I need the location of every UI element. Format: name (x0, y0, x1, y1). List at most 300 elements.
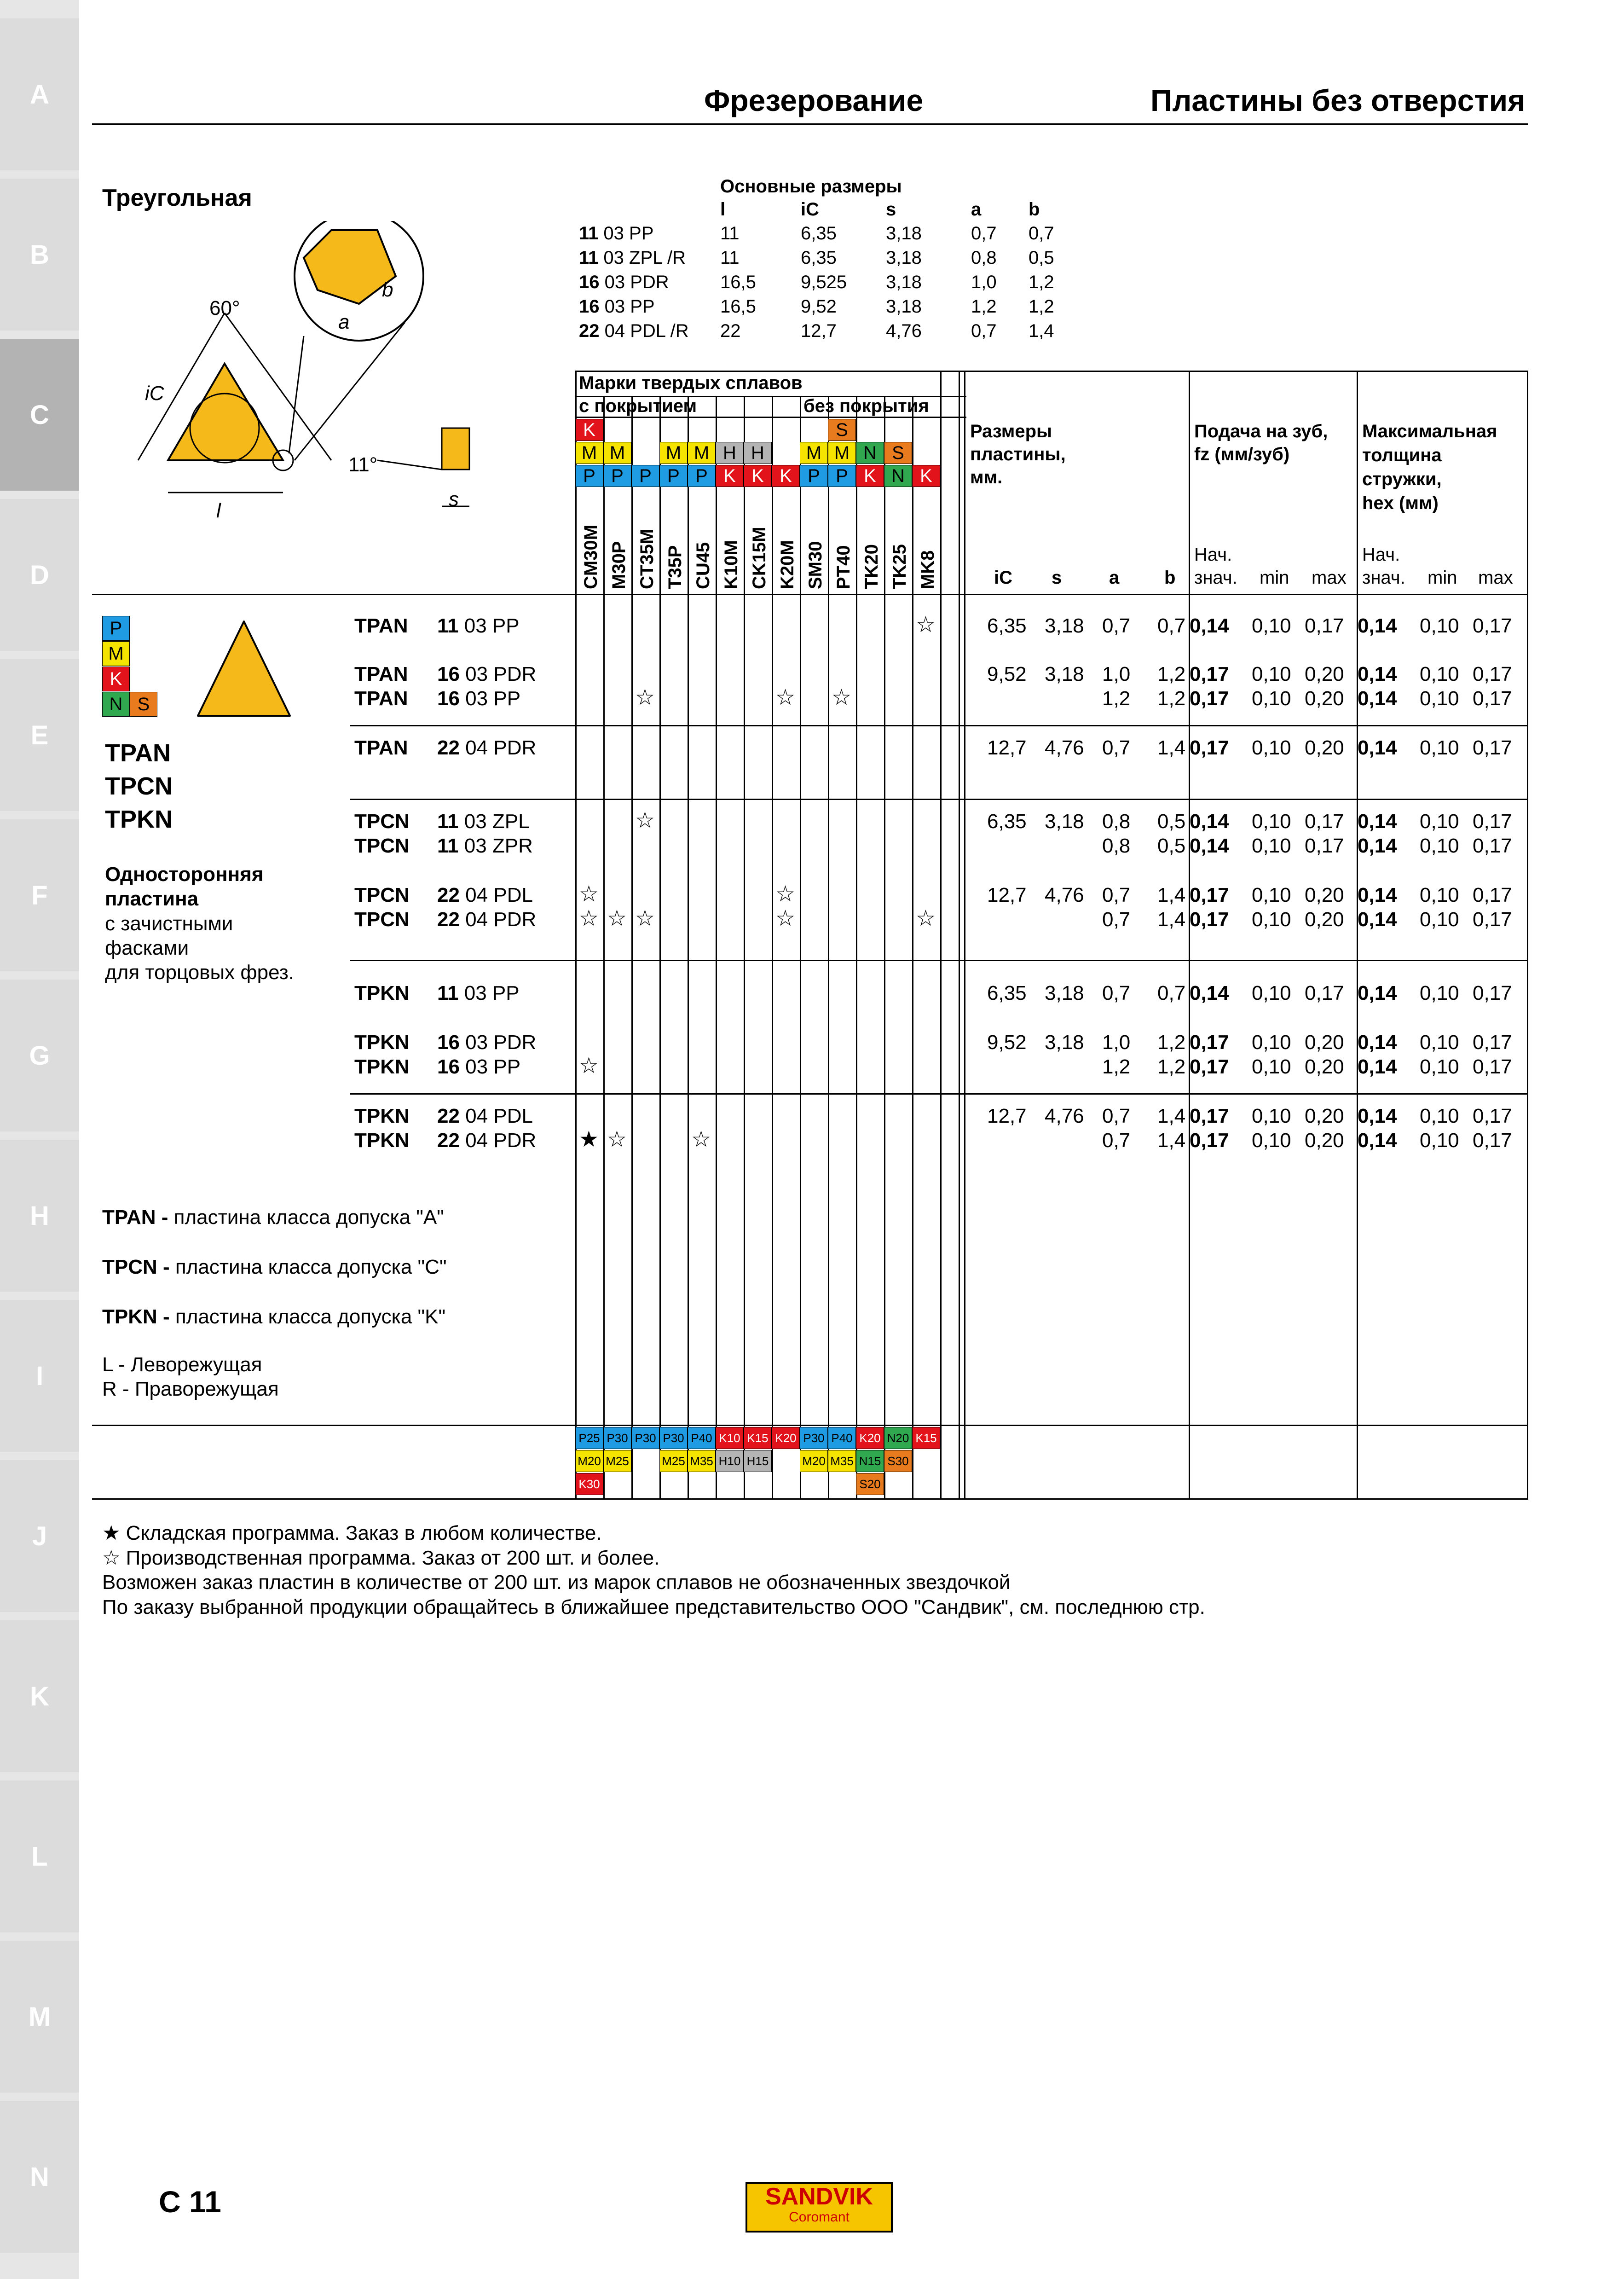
l-label: l (216, 499, 221, 522)
app-code: P30 (631, 1427, 659, 1449)
iso-cell-m: M (688, 442, 716, 464)
grade-name: M30P (609, 541, 629, 589)
grid-vline (828, 396, 829, 1498)
row-type: TPAN (354, 736, 408, 759)
row-value: 0,10 (1252, 615, 1291, 637)
app-code: M35 (828, 1450, 856, 1472)
shape-title: Треугольная (102, 185, 252, 211)
grid-vline (856, 396, 857, 1498)
row-value: 12,7 (987, 884, 1027, 906)
iso-cell-p: P (688, 465, 716, 487)
footer-note: Возможен заказ пластин в количестве от 200 шт. из марок сплавов не обозначенных звездочкой (102, 1571, 1011, 1594)
side-tab-b: B (0, 179, 79, 331)
row-value: 0,10 (1252, 1055, 1291, 1078)
grade-name: K10M (721, 540, 741, 589)
row-type: TPCN (354, 810, 410, 833)
row-value: 0,17 (1190, 663, 1229, 685)
row-value: 0,17 (1473, 810, 1512, 833)
iso-cell-n: N (884, 465, 912, 487)
page-title: Пластины без отверстия (1150, 83, 1526, 117)
row-value: 0,10 (1420, 1031, 1459, 1054)
product-name: TPCN (105, 772, 173, 800)
row-value: 0,17 (1473, 615, 1512, 637)
dims-cell: 9,525 (801, 272, 847, 292)
start-head: Нач. (1194, 545, 1232, 565)
chip-head: толщина (1362, 445, 1442, 465)
dims-cell: 11 (720, 248, 740, 268)
side-tab-k: K (0, 1620, 79, 1772)
row-value: 0,7 (1157, 982, 1186, 1004)
row-value: 0,10 (1252, 663, 1291, 685)
app-code: P40 (688, 1427, 716, 1449)
row-value: 6,35 (987, 982, 1027, 1004)
feed-head: Подача на зуб, (1194, 421, 1328, 441)
dims-cell: 0,8 (971, 248, 997, 268)
row-value: 0,10 (1420, 884, 1459, 906)
product-desc: пластина (105, 887, 199, 910)
iso-cell-k: K (716, 465, 744, 487)
dims-cell: 1,2 (1029, 272, 1054, 292)
row-value: 1,4 (1157, 1105, 1186, 1127)
row-value: 0,7 (1157, 615, 1186, 637)
dims-cell: 0,5 (1029, 248, 1054, 268)
grid-vline (716, 396, 717, 1498)
row-value: 0,20 (1305, 1031, 1344, 1054)
grade-name: K20M (777, 540, 798, 589)
grid-hline (575, 417, 966, 418)
max-head: max (1478, 568, 1513, 588)
row-value: 0,20 (1305, 1129, 1344, 1152)
row-code: 22 04 PDL (437, 1105, 533, 1127)
row-value: 0,17 (1473, 687, 1512, 710)
row-value: 0,14 (1358, 687, 1397, 710)
footer-note: ★ Складская программа. Заказ в любом количестве. (102, 1522, 602, 1544)
row-value: 0,10 (1420, 663, 1459, 685)
max-head: max (1312, 568, 1347, 588)
grid-vline (688, 396, 689, 1498)
row-value: 1,4 (1157, 1129, 1186, 1152)
production-star-icon: ☆ (691, 1127, 711, 1152)
row-value: 0,17 (1473, 736, 1512, 759)
side-tab-g: G (0, 980, 79, 1131)
row-value: 0,17 (1305, 615, 1344, 637)
dims-code: 16 03 PP (579, 296, 655, 317)
footer-note: По заказу выбранной продукции обращайтесь в ближайшее представительство ООО "Сандвик", см. последнюю стр. (102, 1596, 1205, 1618)
row-value: 0,17 (1305, 982, 1344, 1004)
app-code: M20 (575, 1450, 603, 1472)
production-star-icon: ☆ (635, 808, 655, 833)
chip-head: Максимальная (1362, 421, 1497, 441)
iso-cell-m: M (800, 442, 828, 464)
dims-cell: 22 (720, 321, 741, 341)
row-value: 1,4 (1157, 908, 1186, 931)
min-head: min (1260, 568, 1289, 588)
row-value: 0,10 (1252, 1105, 1291, 1127)
row-value: 0,10 (1420, 835, 1459, 857)
group-line (350, 960, 1528, 961)
app-code: M35 (688, 1450, 716, 1472)
grid-vline (659, 396, 661, 1498)
row-code: 11 03 ZPR (437, 835, 533, 857)
grade-name: T35P (665, 545, 685, 589)
chip-head: hex (мм) (1362, 493, 1439, 513)
iso-cell-k: K (772, 465, 800, 487)
row-value: 0,20 (1305, 736, 1344, 759)
row-value: 0,14 (1190, 982, 1229, 1004)
row-value: 0,14 (1358, 1055, 1397, 1078)
row-value: 0,7 (1102, 1129, 1131, 1152)
row-value: 0,20 (1305, 908, 1344, 931)
app-code: K30 (575, 1473, 603, 1495)
iso-cell-p: P (800, 465, 828, 487)
app-code: P25 (575, 1427, 603, 1449)
grade-name: CM30M (581, 524, 601, 589)
tolerance-note: TPCN - пластина класса допуска "C" (102, 1256, 447, 1278)
dims-cell: 3,18 (886, 296, 922, 317)
row-code: 16 03 PP (437, 1055, 521, 1078)
row-value: 0,5 (1157, 810, 1186, 833)
row-value: 1,4 (1157, 736, 1186, 759)
production-star-icon: ☆ (916, 906, 936, 931)
row-value: 0,10 (1420, 687, 1459, 710)
row-value: 0,14 (1358, 1105, 1397, 1127)
grade-name: TK25 (890, 544, 910, 589)
row-code: 16 03 PDR (437, 663, 537, 685)
grid-hline (92, 1425, 1528, 1426)
dims-cell: 16,5 (720, 272, 756, 292)
row-value: 0,10 (1420, 736, 1459, 759)
iso-cell-h: H (744, 442, 772, 464)
grid-vline (964, 371, 965, 1498)
row-code: 22 04 PDR (437, 736, 537, 759)
app-code: S20 (856, 1473, 884, 1495)
row-value: 0,10 (1252, 687, 1291, 710)
dims-cell: 1,0 (971, 272, 997, 292)
row-value: 0,5 (1157, 835, 1186, 857)
grade-name: MK8 (918, 550, 938, 589)
col-head: a (1109, 568, 1120, 588)
row-value: 0,7 (1102, 884, 1131, 906)
row-value: 1,0 (1102, 663, 1131, 685)
dims-cell: 6,35 (801, 223, 837, 244)
dims-header: a (971, 199, 982, 220)
iso-badge-n: N (102, 692, 130, 717)
grade-name: SM30 (805, 541, 826, 589)
row-value: 0,8 (1102, 810, 1131, 833)
row-value: 0,14 (1358, 736, 1397, 759)
side-tab-e: E (0, 659, 79, 811)
row-value: 0,17 (1190, 687, 1229, 710)
row-value: 0,14 (1358, 810, 1397, 833)
row-type: TPAN (354, 663, 408, 685)
row-value: 0,10 (1252, 982, 1291, 1004)
s-label: s (449, 488, 459, 510)
production-star-icon: ☆ (832, 685, 852, 710)
row-value: 0,7 (1102, 1105, 1131, 1127)
logo-sub: Coromant (789, 2209, 850, 2225)
row-value: 0,7 (1102, 908, 1131, 931)
app-code: H10 (716, 1450, 744, 1472)
row-value: 0,17 (1473, 1129, 1512, 1152)
row-value: 12,7 (987, 1105, 1027, 1127)
group-line (350, 799, 1528, 800)
row-code: 11 03 ZPL (437, 810, 530, 833)
production-star-icon: ☆ (775, 906, 796, 931)
iso-cell-p: P (659, 465, 688, 487)
app-code: P40 (828, 1427, 856, 1449)
dims-cell: 3,18 (886, 248, 922, 268)
dims-cell: 16,5 (720, 296, 756, 317)
grade-name: CK15M (749, 527, 769, 589)
row-value: 0,17 (1473, 884, 1512, 906)
iso-badge-s: S (130, 692, 157, 717)
grid-vline (1357, 371, 1358, 1498)
row-code: 22 04 PDR (437, 908, 537, 931)
app-code: M20 (800, 1450, 828, 1472)
row-value: 6,35 (987, 615, 1027, 637)
row-value: 0,14 (1190, 615, 1229, 637)
side-tab-l: L (0, 1780, 79, 1932)
dims-code: 22 04 PDL /R (579, 321, 689, 341)
row-value: 4,76 (1045, 884, 1084, 906)
row-value: 0,17 (1190, 884, 1229, 906)
dims-header: l (720, 199, 726, 220)
production-star-icon: ☆ (635, 685, 655, 710)
hand-note: R - Праворежущая (102, 1378, 279, 1400)
row-value: 0,10 (1252, 1031, 1291, 1054)
row-value: 0,14 (1358, 615, 1397, 637)
row-value: 4,76 (1045, 736, 1084, 759)
iso-cell-m: M (603, 442, 631, 464)
row-value: 6,35 (987, 810, 1027, 833)
dims-cell: 1,4 (1029, 321, 1054, 341)
grid-hline (92, 1498, 1528, 1500)
side-tab-c: C (0, 339, 79, 491)
row-value: 1,2 (1157, 687, 1186, 710)
row-value: 0,17 (1190, 1105, 1229, 1127)
row-type: TPCN (354, 884, 410, 906)
iso-cell-n: N (856, 442, 884, 464)
grid-vline (772, 396, 773, 1498)
side-tab-n: N (0, 2101, 79, 2253)
row-value: 0,7 (1102, 615, 1131, 637)
dims-cell: 9,52 (801, 296, 837, 317)
iso-cell-s: S (828, 419, 856, 441)
side-tab-f: F (0, 819, 79, 971)
page-number: C 11 (159, 2185, 221, 2219)
iso-cell-s: S (884, 442, 912, 464)
production-star-icon: ☆ (607, 1127, 627, 1152)
dims-title: Основные размеры (720, 176, 902, 197)
grid-vline (912, 396, 913, 1498)
b-label: b (382, 278, 393, 301)
coated-label: с покрытием (579, 396, 697, 416)
app-code: K15 (744, 1427, 772, 1449)
row-value: 0,10 (1252, 736, 1291, 759)
row-value: 0,17 (1190, 736, 1229, 759)
row-value: 0,17 (1473, 982, 1512, 1004)
size-head: Размеры (970, 421, 1052, 441)
app-code: K15 (912, 1427, 940, 1449)
iso-cell-k: K (575, 419, 603, 441)
row-type: TPKN (354, 1105, 410, 1127)
grade-name: PT40 (833, 545, 854, 589)
row-value: 0,10 (1252, 908, 1291, 931)
hand-note: L - Леворежущая (102, 1353, 262, 1376)
iso-cell-m: M (575, 442, 603, 464)
iso-cell-k: K (856, 465, 884, 487)
side-tab-i: I (0, 1300, 79, 1452)
side-tab-a: A (0, 18, 79, 170)
clearance-label: 11° (348, 453, 378, 476)
size-head: пластины, (970, 444, 1066, 464)
product-desc: фасками (105, 937, 189, 959)
grade-name: CU45 (693, 542, 713, 589)
start-head: Нач. (1362, 545, 1400, 565)
row-value: 0,14 (1358, 908, 1397, 931)
side-tab-j: J (0, 1460, 79, 1612)
dims-cell: 3,18 (886, 272, 922, 292)
ic-label: iC (145, 382, 164, 405)
dims-code: 11 03 PP (579, 223, 654, 244)
grid-vline (884, 396, 885, 1498)
row-value: 0,17 (1305, 835, 1344, 857)
row-value: 0,20 (1305, 884, 1344, 906)
row-value: 0,17 (1190, 1031, 1229, 1054)
row-value: 0,17 (1473, 663, 1512, 685)
app-code: K10 (716, 1427, 744, 1449)
row-value: 0,14 (1190, 835, 1229, 857)
app-code: S30 (884, 1450, 912, 1472)
grid-vline (603, 396, 605, 1498)
dims-cell: 0,7 (971, 321, 997, 341)
dims-cell: 0,7 (971, 223, 997, 244)
row-value: 3,18 (1045, 982, 1084, 1004)
row-value: 0,10 (1420, 810, 1459, 833)
iso-cell-m: M (828, 442, 856, 464)
row-value: 0,14 (1358, 835, 1397, 857)
iso-badge-p: P (102, 616, 130, 641)
row-code: 22 04 PDR (437, 1129, 537, 1152)
grid-vline (575, 371, 577, 1498)
row-code: 16 03 PDR (437, 1031, 537, 1054)
uncoated-label: без покрытия (803, 396, 929, 416)
stock-star-icon: ★ (579, 1127, 599, 1152)
dims-cell: 3,18 (886, 223, 922, 244)
row-type: TPCN (354, 835, 410, 857)
app-code: M25 (659, 1450, 688, 1472)
app-code: K20 (856, 1427, 884, 1449)
dims-header: s (886, 199, 896, 220)
row-value: 0,10 (1252, 810, 1291, 833)
row-value: 3,18 (1045, 1031, 1084, 1054)
row-value: 0,10 (1420, 1105, 1459, 1127)
angle-label: 60° (209, 297, 240, 319)
row-code: 16 03 PP (437, 687, 521, 710)
grid-hline (575, 371, 1528, 372)
row-type: TPKN (354, 1031, 410, 1054)
iso-cell-k: K (744, 465, 772, 487)
row-value: 12,7 (987, 736, 1027, 759)
row-value: 0,14 (1358, 982, 1397, 1004)
row-value: 0,17 (1190, 908, 1229, 931)
dims-cell: 0,7 (1029, 223, 1054, 244)
dims-code: 16 03 PDR (579, 272, 669, 292)
row-type: TPKN (354, 1055, 410, 1078)
group-line (350, 1093, 1528, 1095)
side-tab-h: H (0, 1140, 79, 1292)
app-code: M25 (603, 1450, 631, 1472)
insert-shape (198, 621, 290, 716)
iso-badge-k: K (102, 667, 130, 691)
footer-note: ☆ Производственная программа. Заказ от 200 шт. и более. (102, 1547, 660, 1569)
row-value: 0,14 (1190, 810, 1229, 833)
grade-name: TK20 (861, 544, 882, 589)
app-code: P30 (659, 1427, 688, 1449)
dims-code: 11 03 ZPL /R (579, 248, 686, 268)
row-value: 0,17 (1473, 1105, 1512, 1127)
feed-head: fz (мм/зуб) (1194, 444, 1290, 464)
app-code: H15 (744, 1450, 772, 1472)
row-value: 0,14 (1358, 1031, 1397, 1054)
iso-cell-p: P (603, 465, 631, 487)
row-value: 1,0 (1102, 1031, 1131, 1054)
production-star-icon: ☆ (579, 1054, 599, 1078)
row-type: TPAN (354, 615, 408, 637)
dims-cell: 4,76 (886, 321, 922, 341)
dims-cell: 6,35 (801, 248, 837, 268)
row-value: 0,17 (1305, 810, 1344, 833)
product-desc: для торцовых фрез. (105, 961, 294, 984)
tolerance-note: TPKN - пластина класса допуска "K" (102, 1305, 446, 1328)
row-value: 0,14 (1358, 884, 1397, 906)
row-value: 1,4 (1157, 884, 1186, 906)
row-value: 0,17 (1473, 908, 1512, 931)
row-value: 0,10 (1252, 1129, 1291, 1152)
row-type: TPCN (354, 908, 410, 931)
dims-cell: 1,2 (1029, 296, 1054, 317)
row-code: 11 03 PP (437, 982, 520, 1004)
row-value: 1,2 (1157, 663, 1186, 685)
row-value: 0,14 (1358, 663, 1397, 685)
dims-cell: 12,7 (801, 321, 837, 341)
row-value: 0,10 (1420, 982, 1459, 1004)
iso-cell-k: K (912, 465, 940, 487)
iso-cell-h: H (716, 442, 744, 464)
row-value: 1,2 (1157, 1055, 1186, 1078)
insert-icon (184, 612, 304, 723)
app-code: P30 (603, 1427, 631, 1449)
sandvik-logo (746, 2182, 893, 2233)
grade-name: CT35M (637, 528, 657, 589)
row-value: 0,17 (1190, 1055, 1229, 1078)
row-value: 0,17 (1473, 835, 1512, 857)
row-type: TPKN (354, 1129, 410, 1152)
grid-vline (744, 396, 745, 1498)
grid-vline (1527, 371, 1528, 1498)
grades-title: Марки твердых сплавов (579, 373, 803, 393)
header-rule (92, 123, 1528, 125)
production-star-icon: ☆ (916, 613, 936, 637)
iso-cell-p: P (631, 465, 659, 487)
production-star-icon: ☆ (579, 882, 599, 906)
row-value: 0,10 (1252, 835, 1291, 857)
start-head: знач. (1194, 568, 1237, 588)
logo-brand: SANDVIK (765, 2183, 873, 2210)
row-value: 1,2 (1102, 1055, 1131, 1078)
row-value: 3,18 (1045, 663, 1084, 685)
row-value: 3,18 (1045, 615, 1084, 637)
